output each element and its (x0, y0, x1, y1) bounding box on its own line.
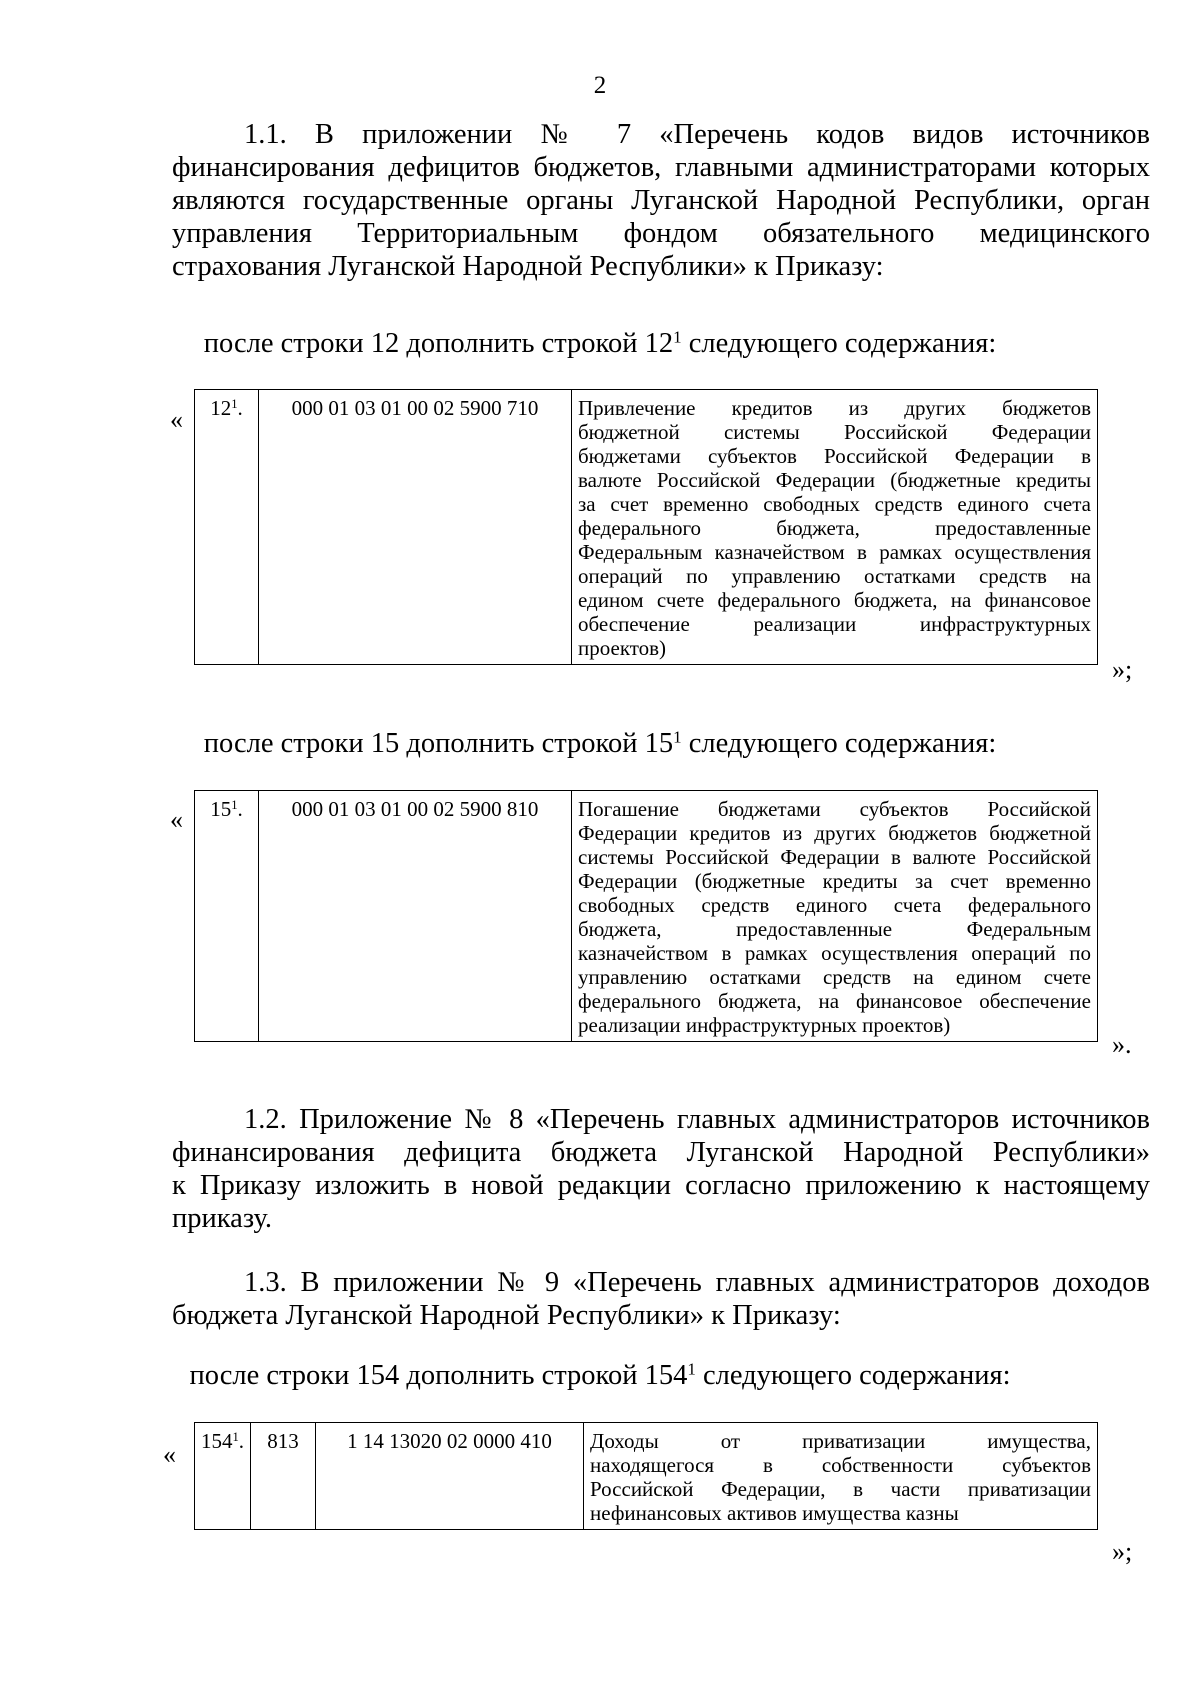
description-line: управлению остатками средств на едином счете (578, 965, 1091, 989)
section-1-1-line: финансирования дефицитов бюджетов, главными администраторами которых (172, 152, 1150, 183)
section-1-1-line: управления Территориальным фондом обязательного медицинского (172, 218, 1150, 249)
section-1-1-line: 1.1. В приложении № 7 «Перечень кодов видов источников (244, 119, 1150, 150)
description-line: Доходы от приватизации имущества, (590, 1429, 1091, 1453)
code-cell: 000 01 03 01 00 02 5900 810 (259, 791, 572, 1042)
description-line: едином счете федерального бюджета, на финансовое (578, 588, 1091, 612)
description-line: Федеральным казначейством в рамках осуществления (578, 540, 1091, 564)
insert-instruction-1: после строки 12 дополнить строкой $12^1$ следующего содержания: (203, 327, 997, 359)
section-1-3-line: 1.3. В приложении № 9 «Перечень главных администраторов доходов (244, 1267, 1150, 1298)
description-line: нефинансовых активов имущества казны (590, 1501, 959, 1525)
description-line: бюджета, предоставленные Федеральным (578, 917, 1091, 941)
description-line: обеспечение реализации инфраструктурных (578, 612, 1091, 636)
admin-code-cell: 813 (251, 1423, 316, 1530)
description-line: Федерации (бюджетные кредиты за счет временно (578, 869, 1091, 893)
open-quote: « (170, 805, 183, 834)
description-line: находящегося в собственности субъектов (590, 1453, 1091, 1477)
close-quote: »; (1112, 655, 1133, 684)
description-line: реализации инфраструктурных проектов) (578, 1013, 951, 1037)
row-number: $12^1$. (195, 390, 259, 665)
table-3 (194, 1422, 1098, 1530)
description-line: Федерации кредитов из других бюджетов бюджетной (578, 821, 1091, 845)
open-quote: « (170, 405, 183, 434)
row-number: $15^1$. (195, 791, 259, 1042)
description-line: федерального бюджета, предоставленные (578, 516, 1091, 540)
open-quote: « (163, 1440, 176, 1469)
table-row (195, 390, 1098, 665)
description-line: казначейством в рамках осуществления операций по (578, 941, 1091, 965)
section-1-3-line: бюджета Луганской Народной Республики» к Приказу: (172, 1300, 841, 1331)
description-line: операций по управлению остатками средств на (578, 564, 1091, 588)
section-1-1 (172, 118, 1150, 283)
code-cell: 1 14 13020 02 0000 410 (316, 1423, 584, 1530)
insert-instruction-3: после строки 154 дополнить строкой $154^1$ следующего содержания: (189, 1359, 1011, 1391)
section-1-1-line: страхования Луганской Народной Республики» к Приказу: (172, 251, 884, 282)
description-cell (572, 390, 1098, 665)
close-quote: ». (1112, 1030, 1132, 1059)
row-number: $154^1$. (195, 1423, 251, 1530)
table-2 (194, 790, 1098, 1042)
description-line: Российской Федерации, в части приватизации (590, 1477, 1091, 1501)
section-1-2-line: 1.2. Приложение № 8 «Перечень главных администраторов источников (244, 1104, 1150, 1135)
section-1-3 (172, 1266, 1150, 1332)
description-line: бюджетной системы Российской Федерации (578, 420, 1091, 444)
section-1-2 (172, 1103, 1150, 1235)
section-1-2-line: к Приказу изложить в новой редакции согласно приложению к настоящему (172, 1170, 1150, 1201)
description-cell (584, 1423, 1098, 1530)
description-cell (572, 791, 1098, 1042)
description-line: свободных средств единого счета федерального (578, 893, 1091, 917)
page-number: 2 (593, 72, 607, 99)
description-line: бюджетами субъектов Российской Федерации в (578, 444, 1091, 468)
description-line: проектов) (578, 636, 667, 660)
description-line: за счет временно свободных средств единого счета (578, 492, 1091, 516)
description-line: Погашение бюджетами субъектов Российской (578, 797, 1091, 821)
table-row (195, 791, 1098, 1042)
description-line: системы Российской Федерации в валюте Российской (578, 845, 1091, 869)
table-row (195, 1423, 1098, 1530)
description-line: валюте Российской Федерации (бюджетные кредиты (578, 468, 1091, 492)
section-1-2-line: приказу. (172, 1203, 273, 1234)
description-line: федерального бюджета, на финансовое обеспечение (578, 989, 1091, 1013)
code-cell: 000 01 03 01 00 02 5900 710 (259, 390, 572, 665)
section-1-1-line: являются государственные органы Луганской Народной Республики, орган (172, 185, 1150, 216)
table-1 (194, 389, 1098, 665)
description-line: Привлечение кредитов из других бюджетов (578, 396, 1091, 420)
insert-instruction-2: после строки 15 дополнить строкой $15^1$ следующего содержания: (203, 727, 997, 759)
section-1-2-line: финансирования дефицита бюджета Луганской Народной Республики» (172, 1137, 1150, 1168)
close-quote: »; (1112, 1537, 1133, 1566)
